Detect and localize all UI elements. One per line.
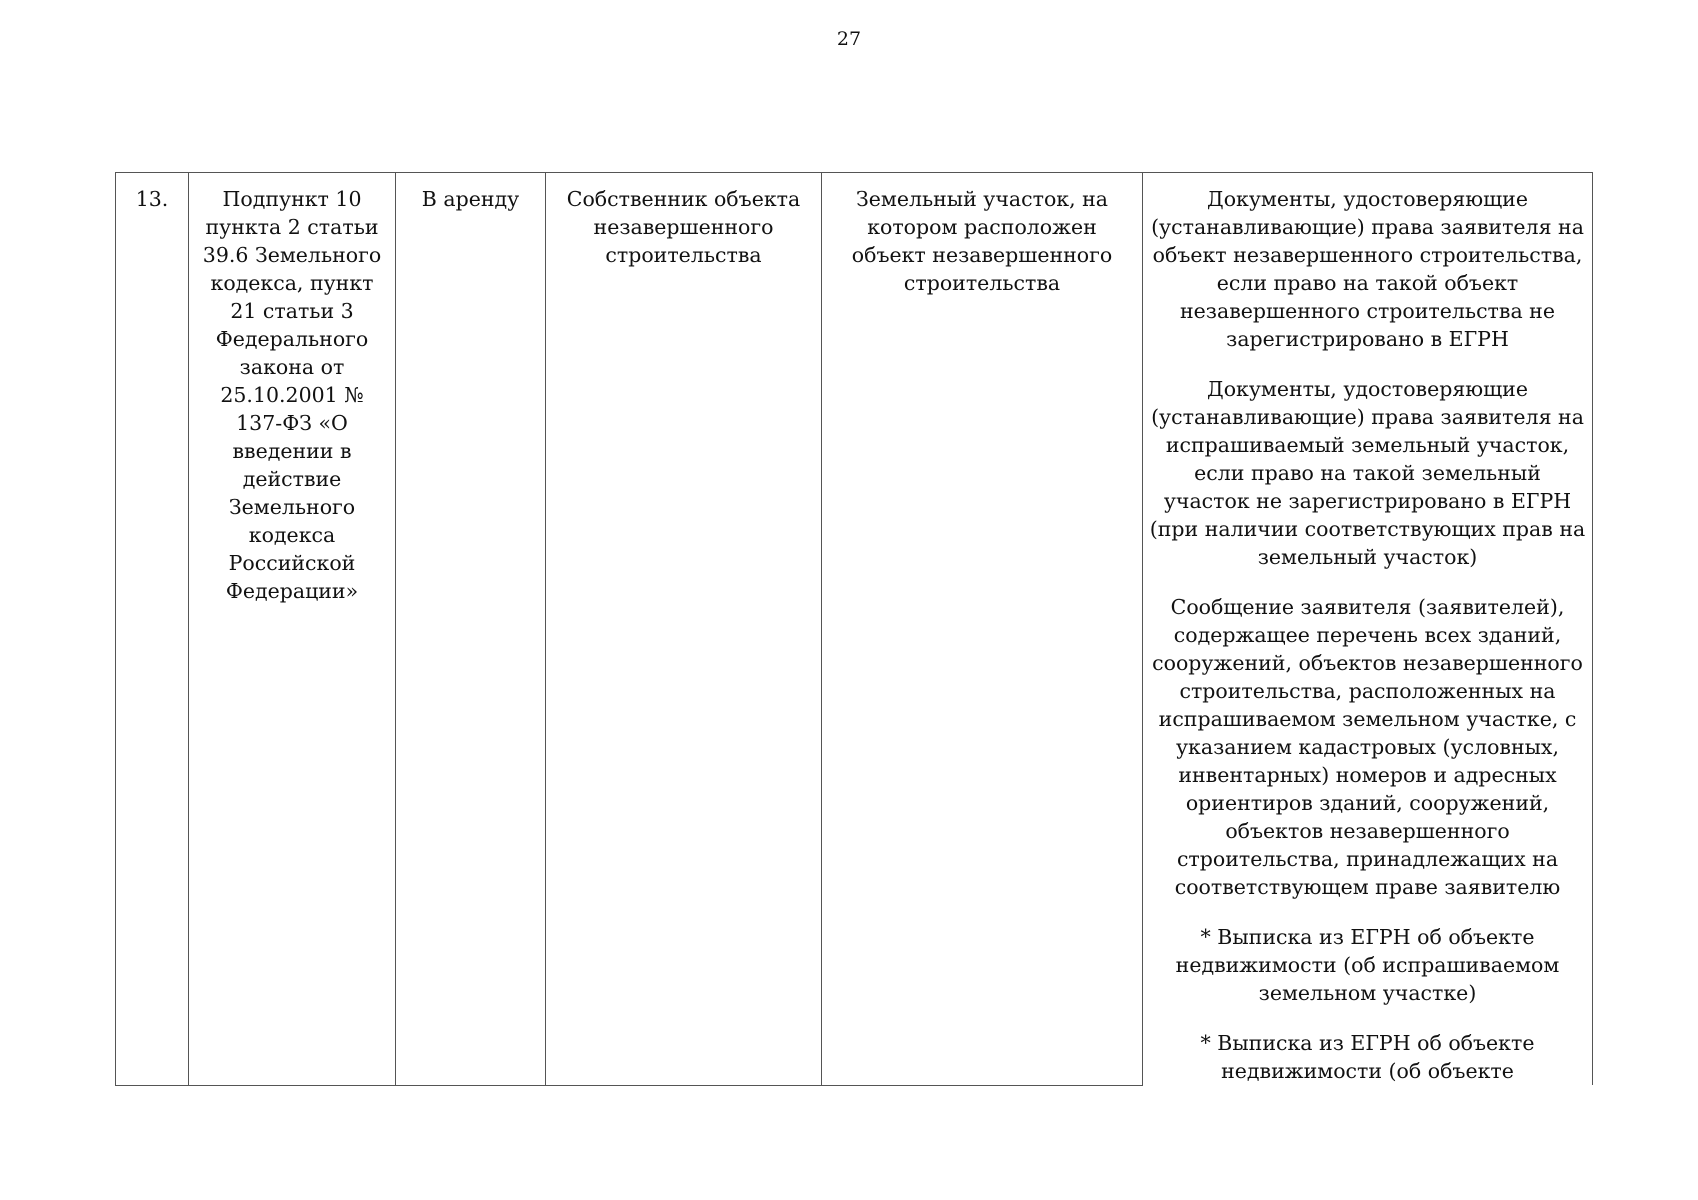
page-number: 27 <box>836 28 862 50</box>
document-item: Сообщение заявителя (заявителей), содержащее перечень всех зданий, сооружений, объектов незавершенного строительства, расположенных на испрашиваемом земельном участке, с указанием кадастровых (условных, инвентарных) номеров и адресных ориентиров зданий, сооружений, объектов незавершенного строительства, принадлежащих на соответствующем праве заявителю <box>1152 595 1583 899</box>
document-item: Документы, удостоверяющие (устанавливающие) права заявителя на объект незавершенного строительства, если право на такой объект незавершенного строительства не зарегистрировано в ЕГРН <box>1151 187 1584 351</box>
applicant-cell <box>546 173 822 1086</box>
documents-cell <box>1143 173 1593 1086</box>
legal-basis-cell <box>189 173 396 1086</box>
document-item: Документы, удостоверяющие (устанавливающие) права заявителя на испрашиваемый земельный участок, если право на такой земельный участок не зарегистрировано в ЕГРН (при наличии соответствующих прав на земельный участок) <box>1149 377 1586 569</box>
document-item: * Выписка из ЕГРН об объекте недвижимости (об испрашиваемом земельном участке) <box>1175 925 1560 1005</box>
document-item: * Выписка из ЕГРН об объекте недвижимости (об объекте <box>1200 1031 1535 1083</box>
provision-type: В аренду <box>421 187 520 211</box>
table-row <box>116 173 1593 1086</box>
provision-type-cell <box>396 173 546 1086</box>
document-table <box>115 172 1593 1086</box>
row-number-cell <box>116 173 189 1086</box>
applicant: Собственник объекта незавершенного строительства <box>566 187 801 267</box>
legal-basis: Подпункт 10 пункта 2 статьи 39.6 Земельного кодекса, пункт 21 статьи 3 Федерального закона от 25.10.2001 № 137-ФЗ «О введении в действие Земельного кодекса Российской Федерации» <box>202 187 382 603</box>
row-number: 13. <box>135 187 169 211</box>
land-plot: Земельный участок, на котором расположен объект незавершенного строительства <box>851 187 1113 295</box>
land-plot-cell <box>822 173 1143 1086</box>
